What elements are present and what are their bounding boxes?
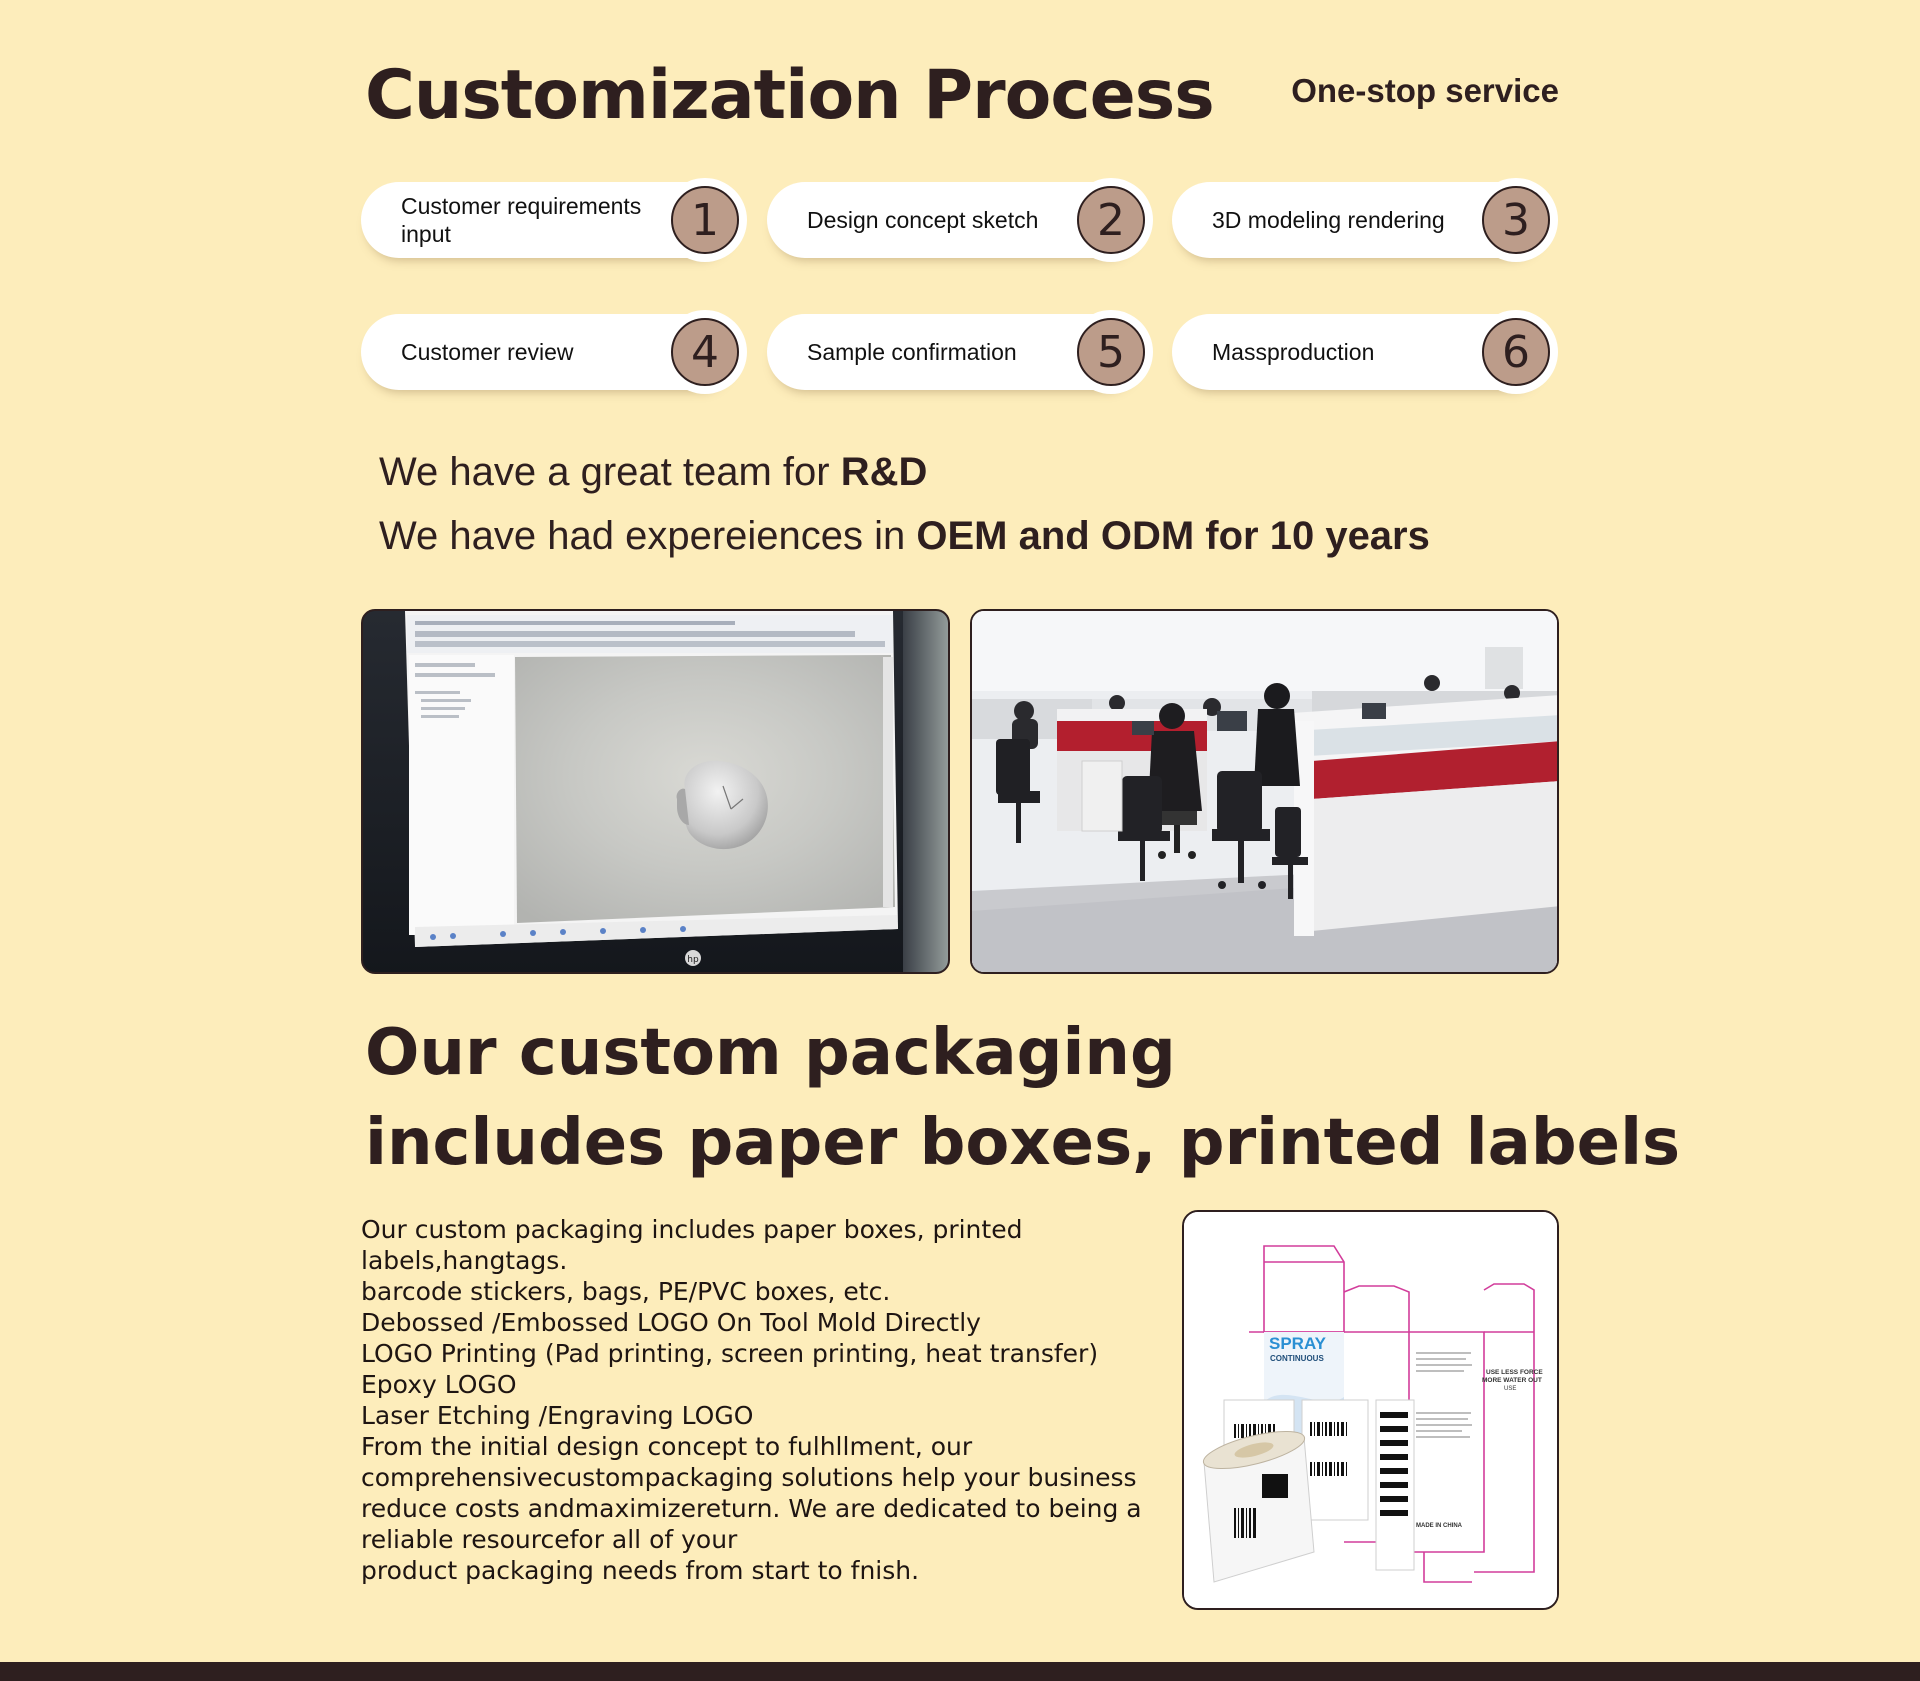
footer-bar	[0, 1662, 1920, 1681]
process-step	[767, 310, 1153, 394]
box-brand-text: SPRAY	[1269, 1334, 1327, 1353]
cad-laptop-photo	[361, 609, 950, 974]
step-label: 3D modeling rendering	[1212, 207, 1445, 233]
description-line: labels,hangtags.	[361, 1246, 568, 1275]
process-step	[1172, 178, 1558, 262]
box-sub-text: CONTINUOUS	[1270, 1354, 1324, 1363]
process-step	[1172, 310, 1558, 394]
description-line: Debossed /Embossed LOGO On Tool Mold Directly	[361, 1308, 981, 1337]
step-number-badge: 4	[671, 318, 739, 386]
packaging-description	[361, 1214, 1142, 1586]
process-steps	[361, 178, 1559, 398]
rd-statement	[379, 440, 1559, 568]
process-step	[361, 310, 747, 394]
rd-line-team: We have a great team for R&D	[379, 450, 928, 494]
step-label: Customer review	[401, 339, 574, 365]
rd-line-experience: We have had expereiences in OEM and ODM for 10 years	[379, 514, 1430, 558]
description-line: reduce costs andmaximizereturn. We are dedicated to being a	[361, 1494, 1142, 1523]
description-line: Our custom packaging includes paper boxes, printed	[361, 1215, 1023, 1244]
office-team-photo	[970, 609, 1559, 974]
step-number-badge: 6	[1482, 318, 1550, 386]
process-step	[767, 178, 1153, 262]
description-line: LOGO Printing (Pad printing, screen printing, heat transfer)	[361, 1339, 1099, 1368]
description-line: product packaging needs from start to fnish.	[361, 1556, 920, 1585]
description-line: Epoxy LOGO	[361, 1370, 517, 1399]
description-line: reliable resourcefor all of your	[361, 1525, 738, 1554]
box-side-text: USE LESS FORCE	[1486, 1369, 1543, 1376]
process-step	[361, 178, 747, 262]
tagline: One-stop service	[1291, 72, 1559, 109]
page-content	[361, 0, 1681, 1662]
step-label: Design concept sketch	[807, 207, 1039, 233]
step-number-badge: 2	[1077, 186, 1145, 254]
step-label: Customer requirements input	[401, 193, 642, 247]
box-made-in-text: MADE IN CHINA	[1416, 1523, 1462, 1529]
description-line: barcode stickers, bags, PE/PVC boxes, etc.	[361, 1277, 891, 1306]
packaging-heading: Our custom packaging includes paper boxes, printed labels	[365, 1016, 1681, 1180]
description-line: From the initial design concept to fulhllment, our	[361, 1432, 973, 1461]
step-number-badge: 5	[1077, 318, 1145, 386]
description-line: Laser Etching /Engraving LOGO	[361, 1401, 754, 1430]
step-number-badge: 1	[671, 186, 739, 254]
svg-text:hp: hp	[687, 955, 699, 965]
box-side-text: USE	[1504, 1386, 1517, 1392]
step-label: Sample confirmation	[807, 339, 1017, 365]
page-title: Customization Process	[365, 56, 1214, 135]
description-line: comprehensivecustompackaging solutions help your business	[361, 1463, 1137, 1492]
header	[361, 56, 1559, 146]
step-number-badge: 3	[1482, 186, 1550, 254]
box-side-text: MORE WATER OUT	[1482, 1377, 1542, 1384]
step-label: Massproduction	[1212, 339, 1375, 365]
packaging-samples-image	[1182, 1210, 1559, 1610]
